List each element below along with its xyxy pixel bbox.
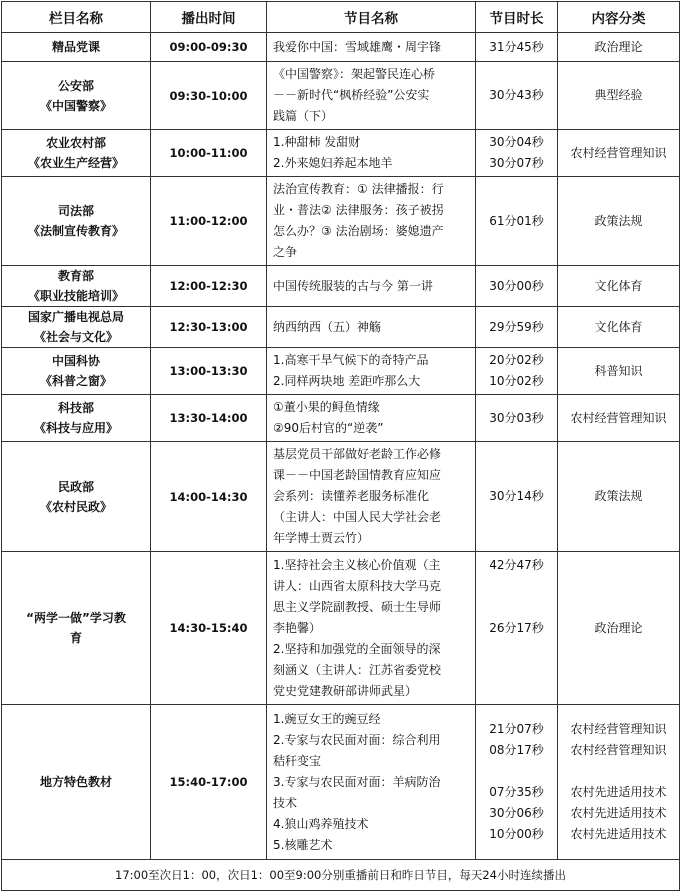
duration-cell-line: 42分47秒 — [489, 557, 544, 572]
category-cell-line: 农村先进适用技术 — [570, 806, 667, 820]
duration-cell-line: 30分03秒 — [489, 410, 544, 425]
program-name-cell-line: 技术 — [273, 795, 298, 810]
table-row — [2, 307, 680, 348]
duration-cell-line — [480, 597, 553, 618]
duration-cell-line — [480, 761, 553, 782]
category-cell-line: 农村经营管理知识 — [570, 722, 667, 736]
duration-cell-line: 30分07秒 — [489, 156, 544, 170]
duration-cell-line: 30分00秒 — [489, 278, 544, 293]
column-name-cell-line: 公安部 — [57, 78, 94, 93]
category-cell — [558, 348, 680, 395]
program-name-cell-line: 中国传统服装的古与今 第一讲 — [273, 278, 433, 293]
duration-cell-line: 61分01秒 — [489, 213, 544, 228]
duration-cell-line: 30分43秒 — [489, 88, 544, 102]
program-name-cell-line: 《中国警察》：架起警民连心桥 — [273, 67, 436, 81]
program-name-cell-line: 会系列：读懂养老服务标准化 — [273, 489, 430, 503]
program-name-cell — [267, 348, 476, 395]
program-name-cell — [267, 62, 476, 130]
category-cell — [558, 705, 680, 860]
category-cell-line: 农村经营管理知识 — [570, 145, 667, 160]
column-name-cell-line: 《科技与应用》 — [33, 421, 118, 435]
category-cell-line: 农村先进适用技术 — [570, 827, 667, 841]
duration-cell-line: 29分59秒 — [489, 319, 544, 334]
program-name-cell-line: 李艳馨） — [273, 620, 322, 635]
program-name-cell-line: 2.坚持和加强党的全面领导的深 — [273, 641, 441, 656]
air-time-cell: 09:30-10:00 — [151, 62, 267, 130]
duration-cell-line: 30分04秒 — [489, 135, 544, 149]
program-name-cell-line: 讲人：山西省太原科技大学马克 — [273, 578, 442, 593]
category-cell-line: 农村先进适用技术 — [570, 785, 667, 799]
program-name-cell-line: 秸秆变宝 — [273, 753, 322, 768]
program-name-cell — [267, 177, 476, 266]
program-name-cell-line: 2.外来媳妇养起本地羊 — [273, 156, 393, 170]
table-row — [2, 395, 680, 442]
duration-cell-line: 10分02秒 — [489, 374, 544, 388]
program-name-cell-line: 我爱你中国：雪域雄鹰・周宇锋 — [273, 39, 442, 54]
category-cell-line: 科普知识 — [594, 363, 643, 378]
duration-cell-line — [480, 639, 553, 660]
category-cell — [558, 177, 680, 266]
duration-cell-line: 07分35秒 — [489, 785, 544, 799]
duration-cell-line: 30分06秒 — [489, 806, 544, 820]
category-cell-line: 文化体育 — [594, 278, 643, 293]
program-name-cell-line: ①董小果的鲟鱼情缘 — [273, 400, 380, 414]
program-name-cell-line: 法治宣传教育：① 法律播报：行 — [273, 182, 444, 196]
program-name-cell-line: 基层党员干部做好老龄工作必修 — [273, 447, 442, 461]
duration-cell — [476, 266, 558, 307]
program-name-cell-line: 之争 — [273, 245, 298, 259]
column-name-cell-line: 《社会与文化》 — [33, 330, 118, 344]
program-name-cell-line: 1.高寒干旱气候下的奇特产品 — [273, 353, 429, 367]
air-time-cell: 13:00-13:30 — [151, 348, 267, 395]
air-time-cell: 10:00-11:00 — [151, 130, 267, 177]
column-name-cell — [2, 130, 151, 177]
program-name-cell-line: 践篇（下） — [273, 109, 334, 123]
category-cell-line: 农村经营管理知识 — [570, 410, 667, 425]
duration-cell-line: 20分02秒 — [489, 353, 544, 367]
table-row — [2, 177, 680, 266]
category-cell — [558, 266, 680, 307]
duration-cell-line: 30分14秒 — [489, 489, 544, 503]
category-cell-line: 政策法规 — [594, 213, 643, 228]
program-name-cell — [267, 552, 476, 705]
header-air-time: 播出时间 — [151, 2, 267, 33]
column-name-cell-line: 精品党课 — [51, 40, 100, 54]
program-name-cell-line: －－新时代“枫桥经验”公安实 — [273, 88, 430, 102]
table-row — [2, 33, 680, 62]
category-cell-line: 政策法规 — [594, 489, 643, 503]
category-cell — [558, 130, 680, 177]
program-name-cell — [267, 266, 476, 307]
column-name-cell-line: 科技部 — [57, 401, 94, 415]
category-cell-line: 政治理论 — [594, 620, 643, 635]
program-name-cell-line: 业・普法② 法律服务：孩子被拐 — [273, 203, 444, 217]
duration-cell — [476, 348, 558, 395]
duration-cell-line: 08分17秒 — [489, 743, 544, 757]
column-name-cell-line: 教育部 — [57, 269, 94, 283]
column-name-cell-line: 《职业技能培训》 — [27, 289, 124, 303]
duration-cell — [476, 442, 558, 552]
air-time-cell: 13:30-14:00 — [151, 395, 267, 442]
program-name-cell — [267, 705, 476, 860]
duration-cell-line: 26分17秒 — [489, 620, 544, 635]
column-name-cell-line: 国家广播电视总局 — [27, 310, 124, 324]
program-name-cell-line: ②90后村官的“逆袭” — [273, 421, 384, 435]
column-name-cell — [2, 705, 151, 860]
program-name-cell-line: 年学博士贾云竹） — [273, 531, 370, 545]
duration-cell — [476, 33, 558, 62]
category-cell — [558, 33, 680, 62]
header-category: 内容分类 — [558, 2, 680, 33]
duration-cell-line: 10分00秒 — [489, 827, 544, 841]
program-name-cell-line: 纳西纳西（五）神觞 — [273, 319, 382, 334]
air-time-cell: 14:30-15:40 — [151, 552, 267, 705]
column-name-cell — [2, 307, 151, 348]
program-name-cell — [267, 442, 476, 552]
program-name-cell-line: 课－－中国老龄国情教育应知应 — [273, 468, 442, 482]
duration-cell — [476, 705, 558, 860]
column-name-cell-line: 《农业生产经营》 — [27, 156, 124, 170]
column-name-cell-line: 司法部 — [57, 204, 94, 218]
air-time-cell: 11:00-12:00 — [151, 177, 267, 266]
duration-cell — [476, 177, 558, 266]
column-name-cell — [2, 62, 151, 130]
table-row — [2, 266, 680, 307]
program-name-cell-line: 党史党建教研部讲师武星） — [273, 683, 418, 698]
program-name-cell-line: （主讲人：中国人民大学社会老 — [273, 510, 442, 524]
duration-cell-line — [480, 681, 553, 702]
table-row — [2, 130, 680, 177]
duration-cell-line: 31分45秒 — [489, 39, 544, 54]
column-name-cell-line: 《法制宣传教育》 — [27, 224, 124, 238]
column-name-cell — [2, 552, 151, 705]
column-name-cell-line: 育 — [69, 631, 82, 645]
schedule-table — [1, 1, 680, 891]
air-time-cell: 09:00-09:30 — [151, 33, 267, 62]
column-name-cell-line: 农业农村部 — [45, 136, 106, 150]
column-name-cell-line: 《中国警察》 — [39, 98, 112, 113]
program-name-cell-line: 3.专家与农民面对面：羊病防治 — [273, 774, 441, 789]
table-row — [2, 552, 680, 705]
duration-cell — [476, 307, 558, 348]
air-time-cell: 12:30-13:00 — [151, 307, 267, 348]
column-name-cell — [2, 177, 151, 266]
category-cell-line: 政治理论 — [594, 39, 643, 54]
column-name-cell-line: 《科普之窗》 — [39, 374, 112, 388]
table-row — [2, 62, 680, 130]
program-name-cell — [267, 130, 476, 177]
header-duration: 节目时长 — [476, 2, 558, 33]
category-cell-line — [562, 761, 675, 782]
category-cell — [558, 307, 680, 348]
category-cell-line: 文化体育 — [594, 319, 643, 334]
air-time-cell: 14:00-14:30 — [151, 442, 267, 552]
air-time-cell: 15:40-17:00 — [151, 705, 267, 860]
program-name-cell — [267, 395, 476, 442]
column-name-cell — [2, 395, 151, 442]
category-cell-line: 典型经验 — [594, 88, 643, 102]
header-row — [2, 2, 680, 33]
program-name-cell-line: 思主义学院副教授、硕士生导师 — [273, 599, 442, 614]
duration-cell-line — [480, 660, 553, 681]
column-name-cell-line: 地方特色教材 — [39, 775, 112, 789]
duration-cell-line — [480, 576, 553, 597]
column-name-cell-line: “两学一做”学习教 — [26, 611, 126, 625]
category-cell — [558, 62, 680, 130]
program-name-cell-line: 1.坚持社会主义核心价值观（主 — [273, 557, 441, 572]
program-name-cell — [267, 307, 476, 348]
table-row — [2, 348, 680, 395]
table-row — [2, 705, 680, 860]
program-name-cell-line: 5.核雕艺术 — [273, 837, 333, 852]
duration-cell — [476, 395, 558, 442]
header-program-name: 节目名称 — [267, 2, 476, 33]
program-name-cell-line: 怎么办？③ 法治剧场：婆媳遗产 — [273, 224, 444, 238]
program-name-cell — [267, 33, 476, 62]
column-name-cell — [2, 348, 151, 395]
category-cell-line: 农村经营管理知识 — [570, 743, 667, 757]
air-time-cell: 12:00-12:30 — [151, 266, 267, 307]
program-name-cell-line: 4.狼山鸡养殖技术 — [273, 816, 369, 831]
category-cell — [558, 395, 680, 442]
column-name-cell-line: 民政部 — [57, 479, 94, 494]
program-name-cell-line: 1.豌豆女王的豌豆经 — [273, 711, 381, 726]
column-name-cell-line: 《农村民政》 — [39, 499, 112, 514]
footer-note: 17:00至次日1：00，次日1：00至9:00分别重播前日和昨日节目，每天24小时连续播出 — [2, 860, 680, 891]
duration-cell — [476, 552, 558, 705]
category-cell — [558, 442, 680, 552]
category-cell — [558, 552, 680, 705]
table-row — [2, 442, 680, 552]
column-name-cell-line: 中国科协 — [51, 354, 100, 368]
program-name-cell-line: 2.同样两块地 差距咋那么大 — [273, 374, 421, 388]
header-column-name: 栏目名称 — [2, 2, 151, 33]
column-name-cell — [2, 442, 151, 552]
column-name-cell — [2, 266, 151, 307]
program-name-cell-line: 1.种甜柿 发甜财 — [273, 135, 361, 149]
program-name-cell-line: 刻涵义（主讲人：江苏省委党校 — [273, 662, 442, 677]
duration-cell — [476, 62, 558, 130]
duration-cell — [476, 130, 558, 177]
column-name-cell — [2, 33, 151, 62]
footer-row — [2, 860, 680, 891]
program-name-cell-line: 2.专家与农民面对面：综合利用 — [273, 732, 441, 747]
duration-cell-line: 21分07秒 — [489, 722, 544, 736]
